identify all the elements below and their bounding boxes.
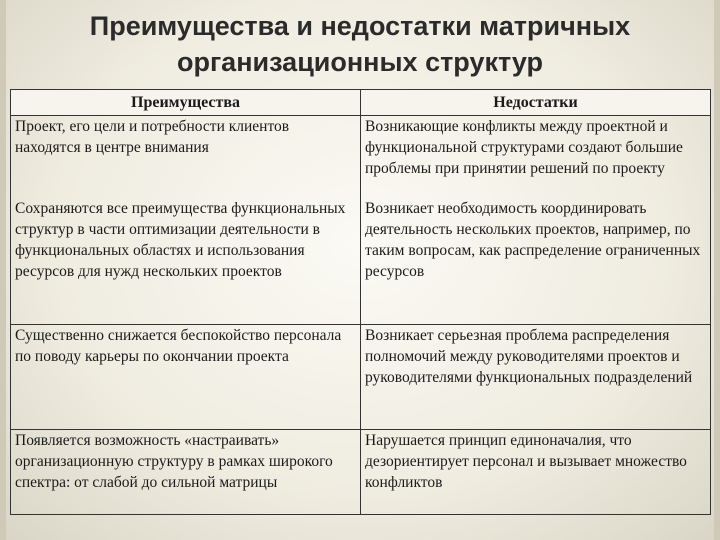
disadvantage-text: Возникающие конфликты между проектной и функциональной структурами создают большие проблемы при принятии решений по проекту (365, 118, 683, 177)
advantage-cell (11, 198, 361, 325)
table-row (11, 325, 711, 430)
advantage-text: Появляется возможность «настраивать» организационную структуру в рамках широкого спектра: от слабой до сильной матрицы (15, 432, 333, 491)
advantage-text: Проект, его цели и потребности клиентов находятся в центре внимания (15, 118, 290, 156)
disadvantage-text: Нарушается принцип единоначалия, что дезориентирует персонал и вызывает множество конфликтов (365, 432, 687, 491)
advantage-cell (11, 325, 361, 430)
advantage-text: Существенно снижается беспокойство персонала по поводу карьеры по окончании проекта (15, 327, 342, 365)
table-row (11, 198, 711, 325)
slide-title-line-1: Преимущества и недостатки матричных (89, 11, 631, 41)
advantage-cell (11, 116, 361, 199)
disadvantage-text: Возникает серьезная проблема распределения полномочий между руководителями проектов и руководителями функциональных подразделений (365, 327, 693, 386)
disadvantage-cell (361, 325, 711, 430)
disadvantage-cell (361, 430, 711, 515)
table-row (11, 116, 711, 199)
advantage-text: Сохраняются все преимущества функциональных структур в части оптимизации деятельности в функциональных областях и использования ресурсов для нужд нескольких проектов (15, 200, 346, 280)
disadvantage-cell (361, 198, 711, 325)
disadvantage-cell (361, 116, 711, 199)
slide-title-line-2: организационных структур (176, 47, 544, 77)
header-disadvantages: Недостатки (361, 90, 711, 116)
advantage-cell (11, 430, 361, 515)
comparison-table (10, 89, 711, 515)
header-advantages: Преимущества (11, 90, 361, 116)
table-row (11, 430, 711, 515)
disadvantage-text: Возникает необходимость координировать деятельность нескольких проектов, например, по таким вопросам, как распределение ограниченных ресурсов (365, 200, 701, 280)
slide-title (0, 8, 720, 80)
table-header-row (11, 90, 711, 116)
